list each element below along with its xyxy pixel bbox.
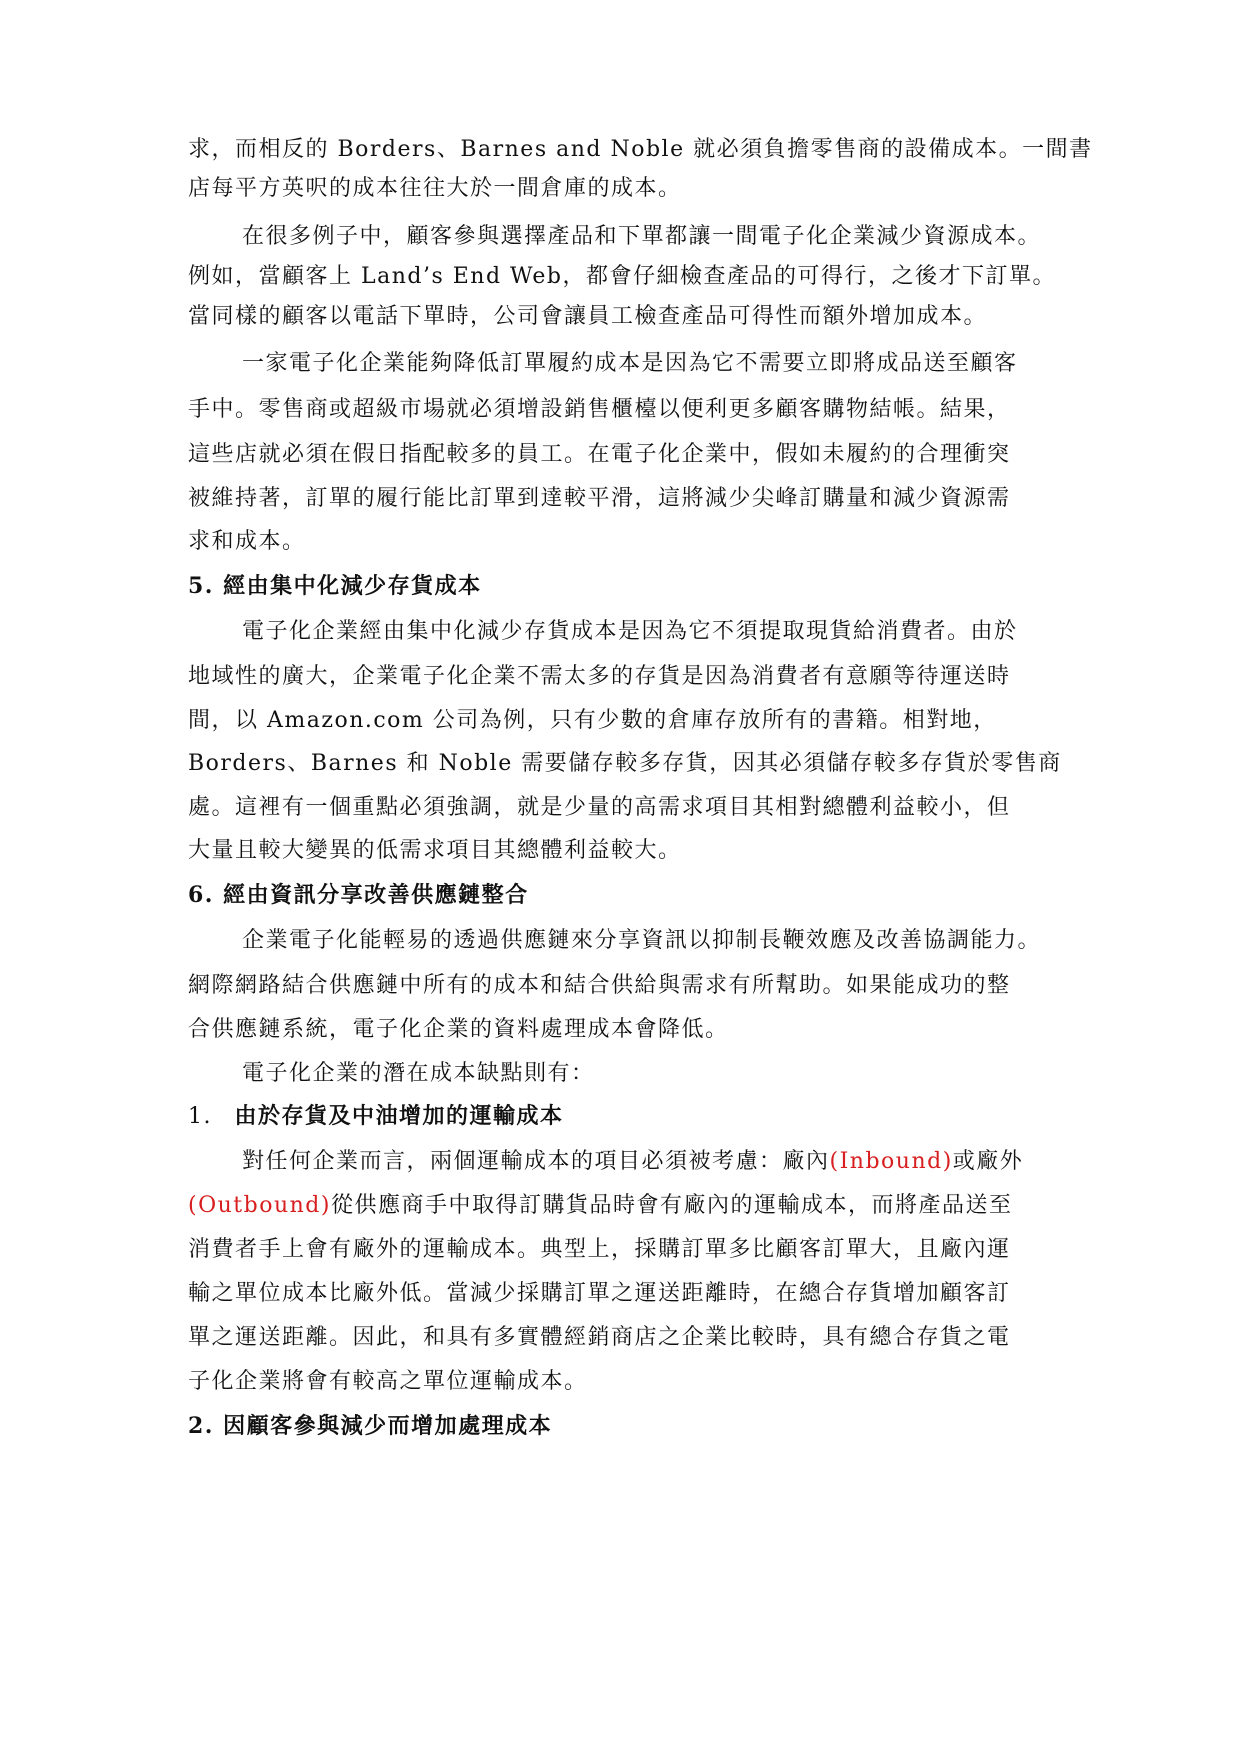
paragraph-line: 單之運送距離。因此，和具有多實體經銷商店之企業比較時，具有總合存貨之電: [188, 1325, 1011, 1350]
paragraph-line: 大量且較大變異的低需求項目其總體利益較大。: [188, 838, 682, 863]
inbound-term: (Inbound): [829, 1149, 953, 1174]
list-number: 1.: [188, 1104, 212, 1129]
paragraph-line: 求和成本。: [188, 529, 306, 554]
section-heading-6: 6. 經由資訊分享改善供應鏈整合: [188, 882, 529, 908]
paragraph-line-transport: [242, 1147, 1023, 1177]
paragraph-line: 這些店就必須在假日指配較多的員工。在電子化企業中，假如未履約的合理衝突: [188, 442, 1011, 467]
paragraph-line: 電子化企業經由集中化減少存貨成本是因為它不須提取現貨給消費者。由於: [242, 619, 1018, 644]
text-segment: 對任何企業而言，兩個運輸成本的項目必須被考慮：廠內: [242, 1149, 830, 1174]
paragraph-line: 企業電子化能輕易的透過供應鏈來分享資訊以抑制長鞭效應及改善協調能力。: [242, 928, 1042, 953]
text-segment: 或廠外: [952, 1149, 1024, 1174]
list-heading-text: 由於存貨及中油增加的運輸成本: [234, 1103, 564, 1129]
paragraph-line: 一家電子化企業能夠降低訂單履約成本是因為它不需要立即將成品送至顧客: [242, 351, 1018, 376]
paragraph-line: Borders、Barnes 和 Noble 需要儲存較多存貨，因其必須儲存較多存貨於零售商: [188, 751, 1062, 776]
paragraph-line: 處。這裡有一個重點必須強調，就是少量的高需求項目其相對總體利益較小，但: [188, 795, 1011, 820]
text-segment: 從供應商手中取得訂購貨品時會有廠內的運輸成本，而將產品送至: [330, 1193, 1013, 1218]
paragraph-line: 子化企業將會有較高之單位運輸成本。: [188, 1369, 588, 1394]
paragraph-line: 合供應鏈系統，電子化企業的資料處理成本會降低。: [188, 1017, 729, 1042]
section-heading-5: 5. 經由集中化減少存貨成本: [188, 573, 482, 599]
paragraph-line: 電子化企業的潛在成本缺點則有：: [242, 1061, 595, 1086]
paragraph-line: 在很多例子中，顧客參與選擇產品和下單都讓一間電子化企業減少資源成本。: [242, 224, 1042, 249]
paragraph-line: 被維持著，訂單的履行能比訂單到達較平滑，這將減少尖峰訂購量和減少資源需: [188, 486, 1011, 511]
list-heading-2: 2. 因顧客參與減少而增加處理成本: [188, 1413, 553, 1439]
outbound-term: (Outbound): [188, 1193, 331, 1218]
paragraph-line: 地域性的廣大，企業電子化企業不需太多的存貨是因為消費者有意願等待運送時: [188, 664, 1011, 689]
paragraph-line: 網際網路結合供應鏈中所有的成本和結合供給與需求有所幫助。如果能成功的整: [188, 973, 1011, 998]
paragraph-line: 當同樣的顧客以電話下單時，公司會讓員工檢查產品可得性而額外增加成本。: [188, 304, 988, 329]
paragraph-line: 消費者手上會有廠外的運輸成本。典型上，採購訂單多比顧客訂單大，且廠內運: [188, 1237, 1011, 1262]
list-heading-1: [188, 1101, 564, 1132]
paragraph-line: 間，以 Amazon.com 公司為例，只有少數的倉庫存放所有的書籍。相對地，: [188, 708, 997, 733]
paragraph-line: 求，而相反的 Borders、Barnes and Noble 就必須負擔零售商的設備成本。一間書: [188, 137, 1093, 162]
paragraph-line: 例如，當顧客上 Land’s End Web，都會仔細檢查產品的可得行，之後才下訂單。: [188, 264, 1056, 289]
paragraph-line: 輸之單位成本比廠外低。當減少採購訂單之運送距離時，在總合存貨增加顧客訂: [188, 1281, 1011, 1306]
paragraph-line: [188, 1191, 1012, 1221]
paragraph-line: 店每平方英呎的成本往往大於一間倉庫的成本。: [188, 176, 682, 201]
paragraph-line: 手中。零售商或超級市場就必須增設銷售櫃檯以便利更多顧客購物結帳。結果，: [188, 397, 1011, 422]
